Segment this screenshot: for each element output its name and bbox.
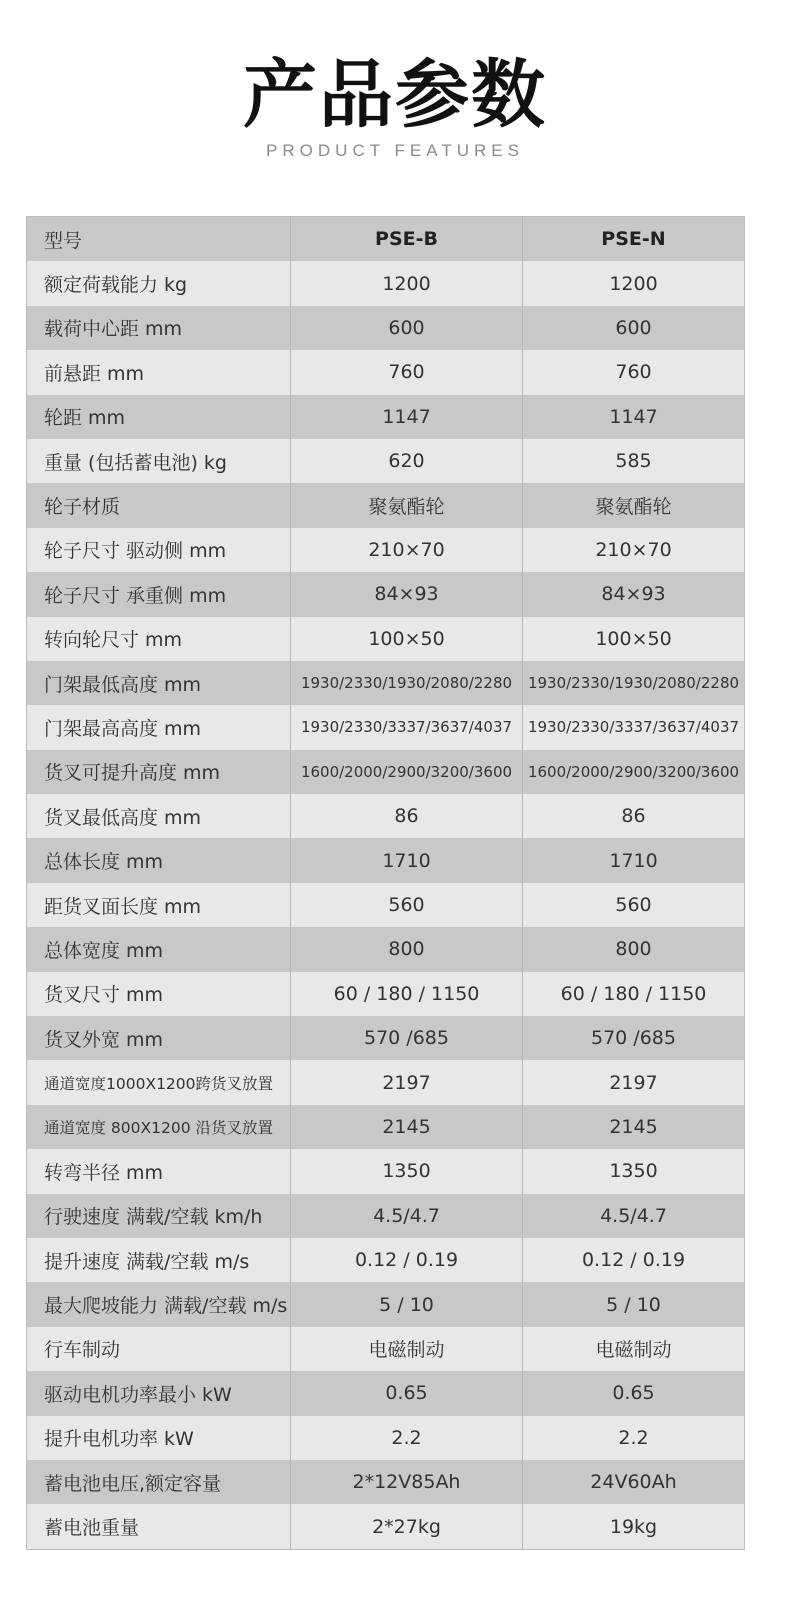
spec-label: 总体长度 mm — [27, 838, 291, 882]
spec-value-pse-n: 4.5/4.7 — [600, 1204, 667, 1227]
spec-label: 货叉可提升高度 mm — [27, 750, 291, 794]
spec-value-pse-b: 4.5/4.7 — [291, 1194, 523, 1238]
table-row — [27, 1238, 744, 1282]
spec-value-pse-n: 电磁制动 — [595, 1339, 672, 1362]
table-row — [27, 395, 744, 439]
column-header-model: 型号 — [27, 217, 291, 261]
table-row — [27, 794, 744, 838]
spec-value-pse-n: 86 — [621, 805, 646, 828]
spec-label: 提升速度 满载/空载 m/s — [27, 1238, 291, 1282]
table-row — [27, 350, 744, 394]
spec-value-pse-b: 60 / 180 / 1150 — [291, 972, 523, 1016]
spec-value-pse-b: 0.12 / 0.19 — [291, 1238, 523, 1282]
table-row — [27, 838, 744, 882]
column-header-pse-b: PSE-B — [291, 217, 523, 261]
spec-value-pse-b: 2197 — [291, 1060, 523, 1104]
spec-label: 门架最高高度 mm — [27, 705, 291, 749]
spec-value-pse-b: 2.2 — [291, 1416, 523, 1460]
table-row — [27, 1194, 744, 1238]
spec-value-pse-n: 2197 — [609, 1071, 658, 1094]
table-row — [27, 261, 744, 305]
spec-label: 提升电机功率 kW — [27, 1416, 291, 1460]
table-row — [27, 439, 744, 483]
spec-value-pse-b: 600 — [291, 306, 523, 350]
column-header-pse-n: PSE-N — [601, 228, 666, 251]
spec-value-pse-n: 0.65 — [612, 1382, 655, 1405]
spec-table — [26, 216, 745, 1550]
spec-label: 轮子材质 — [27, 483, 291, 527]
spec-value-pse-b: 84×93 — [291, 572, 523, 616]
spec-value-pse-b: 0.65 — [291, 1371, 523, 1415]
spec-value-pse-n: 0.12 / 0.19 — [581, 1249, 686, 1272]
spec-value-pse-n: 60 / 180 / 1150 — [560, 982, 707, 1005]
spec-value-pse-b: 2*12V85Ah — [291, 1460, 523, 1504]
page-header — [0, 0, 790, 216]
table-row — [27, 661, 744, 705]
spec-label: 载荷中心距 mm — [27, 306, 291, 350]
spec-value-pse-n: 1710 — [609, 849, 658, 872]
table-row — [27, 1060, 744, 1104]
table-row — [27, 1016, 744, 1060]
spec-label: 蓄电池电压,额定容量 — [27, 1460, 291, 1504]
spec-label: 蓄电池重量 — [27, 1504, 291, 1548]
page-subtitle: PRODUCT FEATURES — [266, 141, 524, 160]
spec-value-pse-b: 2*27kg — [291, 1504, 523, 1548]
table-body — [27, 261, 744, 1548]
spec-label: 前悬距 mm — [27, 350, 291, 394]
spec-label: 通道宽度1000X1200跨货叉放置 — [27, 1060, 291, 1104]
table-row — [27, 572, 744, 616]
table-row — [27, 1371, 744, 1415]
spec-label: 货叉最低高度 mm — [27, 794, 291, 838]
spec-value-pse-n: 1350 — [609, 1160, 658, 1183]
spec-value-pse-b: 2145 — [291, 1105, 523, 1149]
spec-value-pse-n: 聚氨酯轮 — [595, 496, 672, 519]
spec-value-pse-b: 1350 — [291, 1149, 523, 1193]
spec-value-pse-n: 560 — [615, 894, 652, 917]
spec-label: 行车制动 — [27, 1327, 291, 1371]
table-row — [27, 1504, 744, 1548]
spec-value-pse-b: 聚氨酯轮 — [291, 483, 523, 527]
table-row — [27, 1149, 744, 1193]
spec-value-pse-n: 1930/2330/1930/2080/2280 — [527, 674, 740, 693]
spec-value-pse-n: 1600/2000/2900/3200/3600 — [527, 762, 740, 781]
spec-label: 轮子尺寸 承重侧 mm — [27, 572, 291, 616]
spec-label: 重量 (包括蓄电池) kg — [27, 439, 291, 483]
spec-value-pse-n: 1200 — [609, 272, 658, 295]
spec-value-pse-b: 86 — [291, 794, 523, 838]
spec-value-pse-n: 210×70 — [595, 538, 672, 561]
spec-value-pse-n: 760 — [615, 361, 652, 384]
spec-value-pse-b: 560 — [291, 883, 523, 927]
table-row — [27, 528, 744, 572]
page-title: 产品参数 — [243, 52, 547, 138]
table-row — [27, 1460, 744, 1504]
spec-value-pse-b: 1600/2000/2900/3200/3600 — [291, 750, 523, 794]
spec-value-pse-n: 2145 — [609, 1116, 658, 1138]
table-row — [27, 1327, 744, 1371]
table-row — [27, 1282, 744, 1326]
table-row — [27, 483, 744, 527]
spec-label: 距货叉面长度 mm — [27, 883, 291, 927]
spec-value-pse-n: 1147 — [609, 405, 658, 428]
spec-label: 最大爬坡能力 满载/空载 m/s — [27, 1282, 291, 1326]
table-row — [27, 617, 744, 661]
spec-label: 转向轮尺寸 mm — [27, 617, 291, 661]
spec-value-pse-b: 1147 — [291, 395, 523, 439]
table-row — [27, 1105, 744, 1149]
table-row — [27, 972, 744, 1016]
spec-label: 转弯半径 mm — [27, 1149, 291, 1193]
table-row — [27, 705, 744, 749]
spec-value-pse-n: 800 — [615, 938, 652, 961]
spec-label: 轮子尺寸 驱动侧 mm — [27, 528, 291, 572]
spec-value-pse-b: 1710 — [291, 838, 523, 882]
spec-value-pse-b: 1200 — [291, 261, 523, 305]
spec-value-pse-b: 760 — [291, 350, 523, 394]
spec-label: 货叉外宽 mm — [27, 1016, 291, 1060]
spec-value-pse-n: 24V60Ah — [590, 1471, 677, 1494]
spec-value-pse-b: 100×50 — [291, 617, 523, 661]
spec-value-pse-b: 1930/2330/1930/2080/2280 — [291, 661, 523, 705]
spec-value-pse-n: 570 /685 — [591, 1027, 676, 1050]
table-row — [27, 883, 744, 927]
spec-label: 轮距 mm — [27, 395, 291, 439]
table-row — [27, 306, 744, 350]
spec-value-pse-b: 5 / 10 — [291, 1282, 523, 1326]
spec-label: 货叉尺寸 mm — [27, 972, 291, 1016]
spec-value-pse-b: 620 — [291, 439, 523, 483]
spec-value-pse-b: 210×70 — [291, 528, 523, 572]
spec-value-pse-n: 84×93 — [601, 583, 666, 606]
spec-value-pse-b: 1930/2330/3337/3637/4037 — [291, 705, 523, 749]
spec-label: 门架最低高度 mm — [27, 661, 291, 705]
spec-value-pse-n: 2.2 — [618, 1426, 649, 1449]
table-row — [27, 1416, 744, 1460]
spec-value-pse-b: 800 — [291, 927, 523, 971]
spec-label: 通道宽度 800X1200 沿货叉放置 — [27, 1105, 291, 1149]
spec-value-pse-n: 5 / 10 — [606, 1293, 661, 1316]
spec-value-pse-b: 电磁制动 — [291, 1327, 523, 1371]
spec-value-pse-n: 585 — [615, 450, 652, 473]
spec-value-pse-b: 570 /685 — [291, 1016, 523, 1060]
spec-value-pse-n: 19kg — [609, 1515, 658, 1538]
spec-label: 额定荷载能力 kg — [27, 261, 291, 305]
spec-value-pse-n: 600 — [615, 316, 652, 339]
spec-value-pse-n: 1930/2330/3337/3637/4037 — [527, 718, 740, 737]
table-header-row — [27, 217, 744, 261]
spec-label: 总体宽度 mm — [27, 927, 291, 971]
spec-value-pse-n: 100×50 — [595, 627, 672, 650]
spec-label: 驱动电机功率最小 kW — [27, 1371, 291, 1415]
table-row — [27, 750, 744, 794]
spec-label: 行驶速度 满载/空载 km/h — [27, 1194, 291, 1238]
table-row — [27, 927, 744, 971]
